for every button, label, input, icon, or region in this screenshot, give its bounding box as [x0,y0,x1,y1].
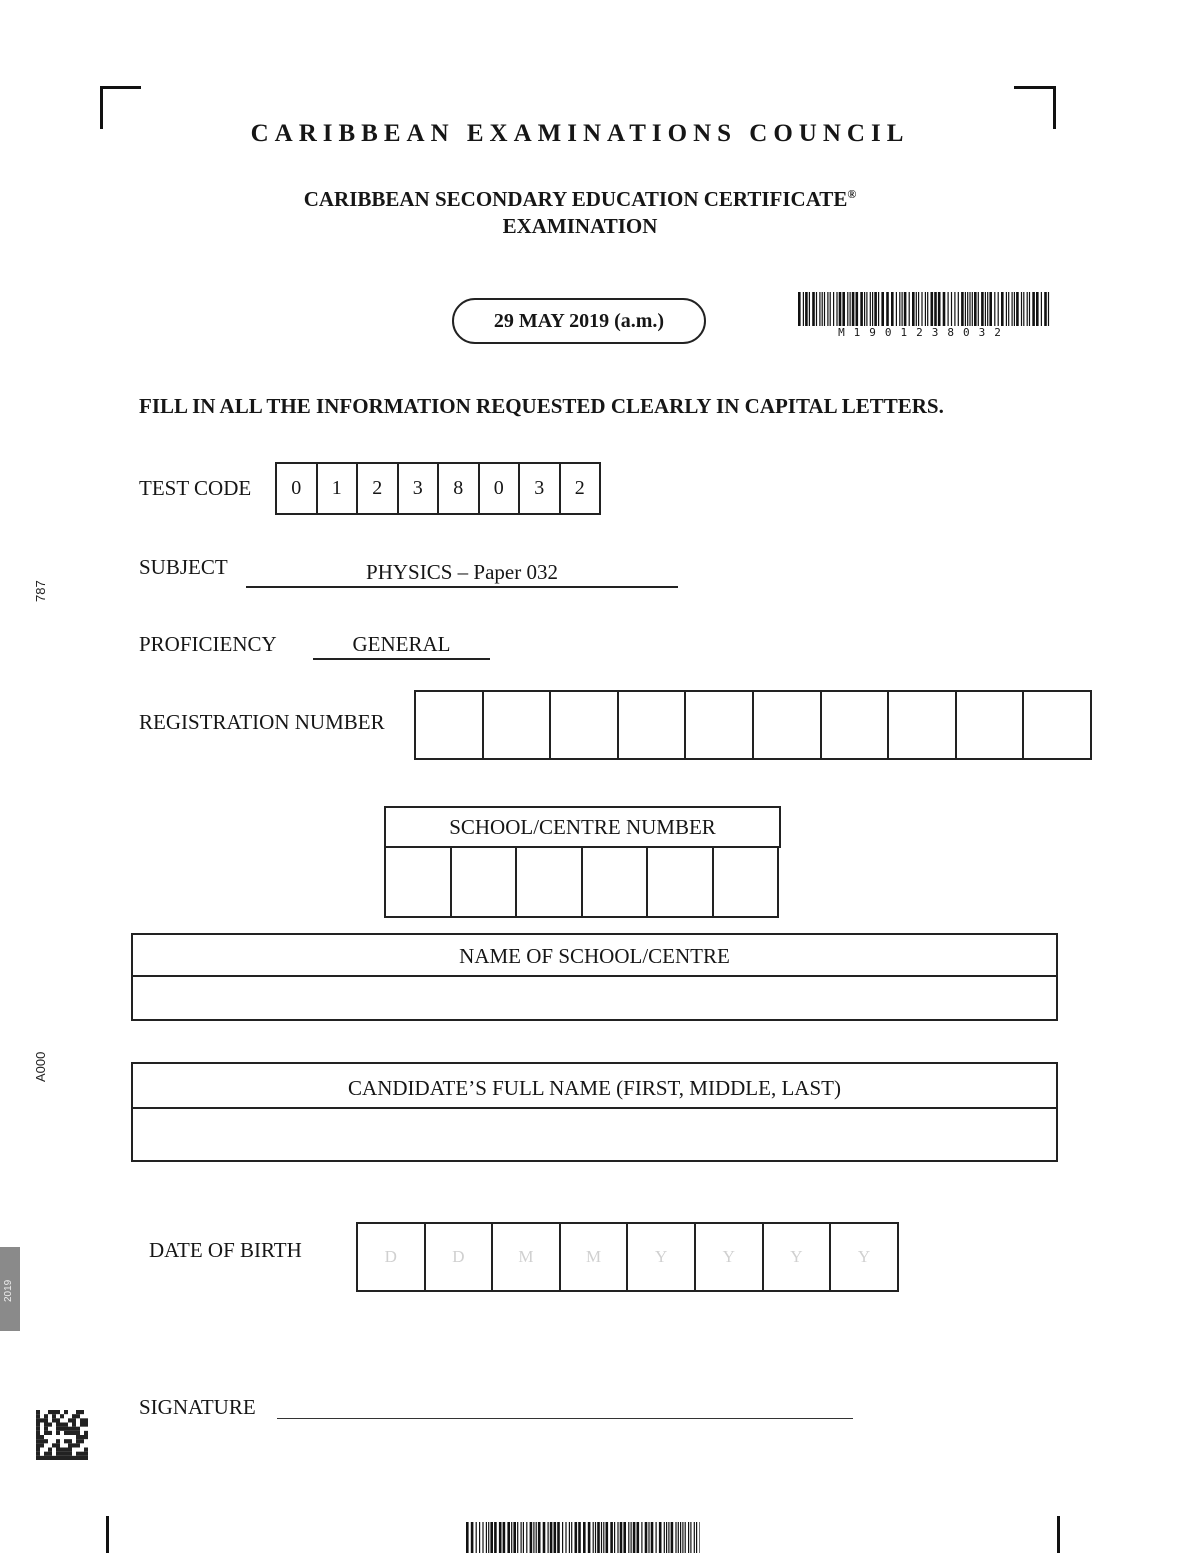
registration-digit-box[interactable] [887,690,957,760]
registration-boxes [414,690,1092,760]
test-code-digit: 8 [437,462,480,515]
registration-digit-box[interactable] [482,690,552,760]
registration-digit-box[interactable] [955,690,1025,760]
school-number-digit-box[interactable] [646,846,714,918]
margin-code-upper: 787 [33,580,48,602]
test-code-digit: 0 [275,462,318,515]
certificate-line2: EXAMINATION [502,214,658,238]
registration-digit-box[interactable] [617,690,687,760]
margin-code-lower: A000 [33,1051,48,1082]
crop-mark-top-left [100,86,141,89]
exam-date: 29 MAY 2019 (a.m.) [452,298,706,344]
registration-digit-box[interactable] [549,690,619,760]
dob-box[interactable]: Y [694,1222,764,1292]
school-number-block [384,806,781,918]
school-number-digit-box[interactable] [384,846,452,918]
proficiency-field[interactable]: GENERAL [313,632,490,660]
registration-digit-box[interactable] [684,690,754,760]
qr-code-icon [36,1410,88,1460]
school-number-digit-box[interactable] [712,846,780,918]
registration-digit-box[interactable] [820,690,890,760]
school-name-label: NAME OF SCHOOL/CENTRE [133,935,1056,977]
test-code-digit: 0 [478,462,521,515]
subject-label: SUBJECT [139,555,228,579]
dob-box[interactable]: Y [626,1222,696,1292]
dob-label: DATE OF BIRTH [149,1238,302,1262]
dob-box[interactable]: M [491,1222,561,1292]
test-code-label: TEST CODE [139,476,252,500]
barcode-top-text: M1901238032 [838,326,1010,339]
crop-mark-bottom-left [106,1516,109,1553]
crop-mark-top-right [1014,86,1056,89]
school-number-boxes [384,846,781,918]
certificate-line1: CARIBBEAN SECONDARY EDUCATION CERTIFICATE [303,187,848,211]
test-code-digit: 2 [559,462,602,515]
dob-box[interactable]: M [559,1222,629,1292]
certificate-title [0,181,1160,240]
registered-mark: ® [847,187,857,201]
barcode-top [798,292,1050,326]
barcode-bottom [466,1522,700,1553]
council-title: CARIBBEAN EXAMINATIONS COUNCIL [250,120,910,147]
candidate-name-label: CANDIDATE’S FULL NAME (FIRST, MIDDLE, LAST) [133,1064,1056,1109]
dob-box[interactable]: D [356,1222,426,1292]
school-name-field[interactable] [133,977,1056,1021]
test-code-digit: 2 [356,462,399,515]
candidate-name-block [131,1062,1058,1162]
subject-field[interactable]: PHYSICS – Paper 032 [246,560,678,588]
signature-label: SIGNATURE [139,1395,256,1419]
candidate-name-field[interactable] [133,1109,1056,1162]
registration-digit-box[interactable] [414,690,484,760]
school-name-block [131,933,1058,1021]
proficiency-label: PROFICIENCY [139,632,277,656]
test-code-digit: 1 [316,462,359,515]
instruction-text: FILL IN ALL THE INFORMATION REQUESTED CLEARLY IN CAPITAL LETTERS. [139,394,944,418]
crop-mark-bottom-right [1057,1516,1060,1553]
registration-label: REGISTRATION NUMBER [139,710,385,734]
school-number-digit-box[interactable] [450,846,518,918]
registration-digit-box[interactable] [752,690,822,760]
dob-box[interactable]: Y [762,1222,832,1292]
margin-strip: 2019 [0,1247,20,1331]
school-number-label: SCHOOL/CENTRE NUMBER [384,806,781,848]
school-number-digit-box[interactable] [515,846,583,918]
test-code-digit: 3 [397,462,440,515]
signature-line[interactable] [277,1400,853,1419]
school-number-digit-box[interactable] [581,846,649,918]
registration-digit-box[interactable] [1022,690,1092,760]
test-code-boxes [275,462,601,515]
dob-box[interactable]: D [424,1222,494,1292]
dob-box[interactable]: Y [829,1222,899,1292]
dob-boxes [356,1222,899,1292]
test-code-digit: 3 [518,462,561,515]
